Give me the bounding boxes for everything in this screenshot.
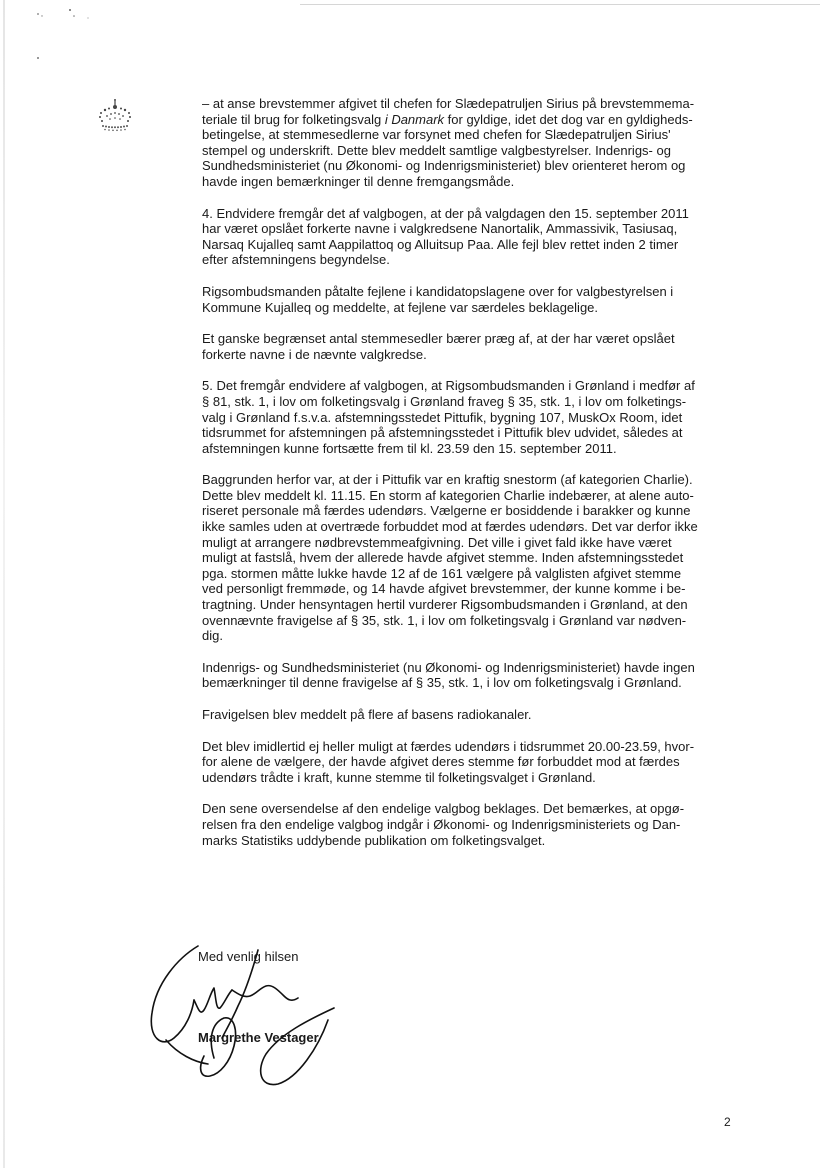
scan-edge-left: [3, 0, 5, 1168]
scan-specks: [30, 4, 110, 64]
page-number: 2: [724, 1115, 731, 1129]
paragraph-outdoor-ban: Det blev imidlertid ej heller muligt at færdes udendørs i tidsrummet 20.00-23.59, hvor- for alene de vælgere, der havde afgivet deres stemme før forbuddet mod at færdes udendørs trådte i kraft, kunne stemme til folketingsvalget i Grønland.: [202, 738, 695, 785]
paragraph-snowstorm-background: Baggrunden herfor var, at der i Pittufik var en kraftig snestorm (af kategorien Charlie). Dette blev meddelt kl. 11.15. En storm af kategorien Charlie indebærer, at alene auto- riseret personale må færdes udendørs. Vælgerne er bosiddende i barakker og kunne ikke samles uden at overtræde forbuddet mod at færdes udendørs. Det var derfor ikke muligt at arrangere nødbrevstemmeafgivning. Det ville i givet fald ikke have været muligt at fastslå, hvem der allerede havde afgivet stemme. Inden afstemningsstedet pga. stormen måtte lukke havde 12 af de 161 vælgere på valglisten afgivet stemme ved personligt fremmøde, og 14 havde afgivet brevstemmer, der kunne komme i be- tragtning. Under hensyntagen hertil vurderer Rigsombudsmanden i Grønland, at den ovennævnte fravigelse af § 35, stk. 1, i lov om folketingsvalg i Grønland var nødven- dig.: [202, 472, 698, 644]
paragraph-limited-ballots: Et ganske begrænset antal stemmesedler bærer præg af, at der har været opslået forkerte navne i de nævnte valgkredse.: [202, 331, 675, 362]
paragraph-sirius-rest: for gyldige, idet det dog var en gyldigheds- betingelse, at stemmesedlerne var forsynet med chefen for Slædepatruljen Sirius' stempel og underskrift. Dette blev meddelt samtlige valgbestyrelser. Indenrigs- og Sundhedsministeriet (nu Økonomi- og Indenrigsministeriet) blev orienteret herom og havde ingen bemærkninger til denne fremgangsmåde.: [202, 111, 693, 189]
paragraph-ministry-no-remarks: Indenrigs- og Sundhedsministeriet (nu Økonomi- og Indenrigsministeriet) havde ingen bemærkninger til denne fravigelse af § 35, stk. 1, i lov om folketingsvalg i Grønland.: [202, 659, 695, 691]
closing-greeting: Med venlig hilsen: [198, 949, 299, 964]
letter-body: [202, 96, 732, 864]
paragraph-late-submission: Den sene oversendelse af den endelige valgbog beklages. Det bemærkes, at opgø- relsen fra den endelige valgbog indgår i Økonomi- og Indenrigsministeriets og Dan- marks Statistiks uddybende publikation om folketingsvalget.: [202, 801, 685, 848]
paragraph-sirius: [202, 96, 732, 190]
paragraph-5: 5. Det fremgår endvidere af valgbogen, at Rigsombudsmanden i Grønland i medfør af § 81, stk. 1, i lov om folketingsvalg i Grønland fraveg § 35, stk. 1, i lov om folketings- valg i Grønland f.s.v.a. afstemningsstedet Pittufik, bygning 107, MuskOx Room, idet tidsrummet for afstemningen på afstemningsstedet i Pittufik blev udvidet, således at afstemningen kunne fortsætte frem til kl. 23.59 den 15. september 2011.: [202, 378, 695, 456]
royal-crown-icon: [96, 98, 134, 132]
paragraph-4: 4. Endvidere fremgår det af valgbogen, at der på valgdagen den 15. september 2011 har været opslået forkerte navne i valgkredsene Nanortalik, Ammassivik, Tasiusaq, Narsaq Kujalleq samt Aappilattoq og Alluitsup Paa. Alle fejl blev rettet inden 2 timer efter afstemningens begyndelse.: [202, 205, 689, 268]
paragraph-sirius-text: – at anse brevstemmer afgivet til chefen for Slædepatruljen Sirius på brevstemmema- teriale til brug for folketingsvalg: [202, 96, 695, 127]
paragraph-rigsombudsmand-criticism: Rigsombudsmanden påtalte fejlene i kandidatopslagene over for valgbestyrelsen i Kommune Kujalleq og meddelte, at fejlene var særdeles beklagelige.: [202, 283, 674, 315]
scan-edge-top: [300, 4, 820, 5]
paragraph-radio-channels: Fravigelsen blev meddelt på flere af basens radiokanaler.: [202, 707, 532, 722]
signer-name: Margrethe Vestager: [198, 1030, 319, 1045]
paragraph-sirius-italic: i Danmark: [384, 111, 445, 127]
